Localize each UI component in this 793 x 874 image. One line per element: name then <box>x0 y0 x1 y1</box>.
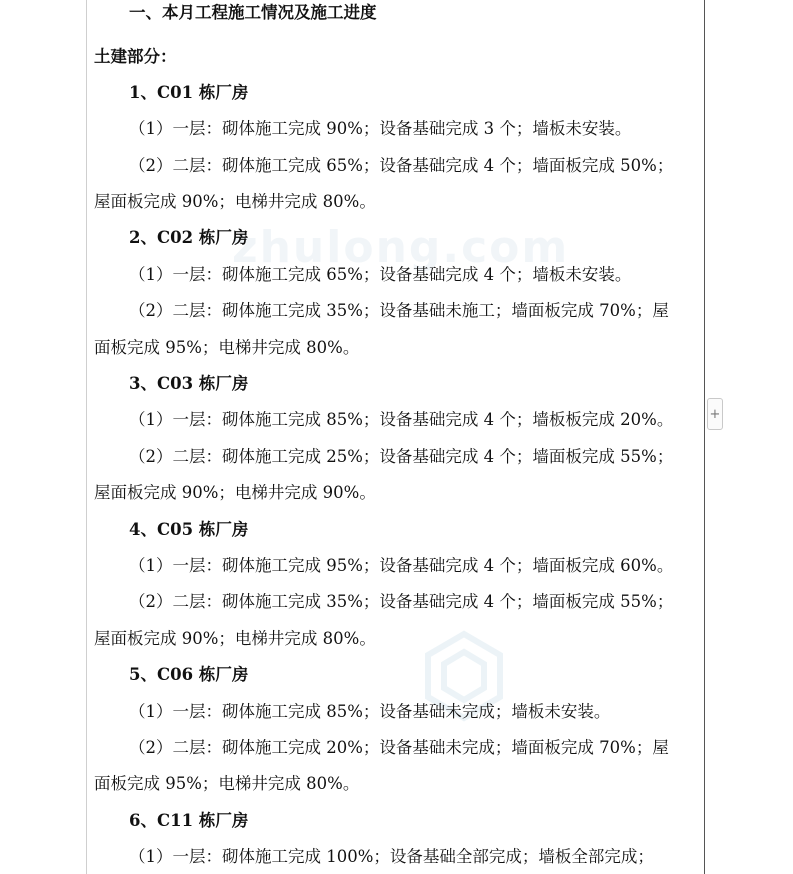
document-heading: 一、本月工程施工情况及施工进度 <box>129 3 377 22</box>
paragraph-line: （1）一层：砌体施工完成 100%；设备基础全部完成；墙板全部完成； <box>129 847 654 866</box>
expand-plus-button[interactable]: + <box>707 398 723 430</box>
paragraph-line: （2）二层：砌体施工完成 65%；设备基础完成 4 个；墙面板完成 50%； <box>129 156 674 175</box>
subheading-c06: 5、C06 栋厂房 <box>129 665 249 684</box>
paragraph-line: （2）二层：砌体施工完成 25%；设备基础完成 4 个；墙面板完成 55%； <box>129 447 674 466</box>
page-right-border <box>704 0 705 874</box>
page-left-edge <box>86 0 87 874</box>
paragraph-line: （1）一层：砌体施工完成 65%；设备基础完成 4 个；墙板未安装。 <box>129 265 632 284</box>
section-title-civil: 土建部分： <box>94 47 177 66</box>
paragraph-line: 屋面板完成 90%；电梯井完成 80%。 <box>94 192 376 211</box>
subheading-c02: 2、C02 栋厂房 <box>129 228 249 247</box>
subheading-c03: 3、C03 栋厂房 <box>129 374 249 393</box>
paragraph-line: （1）一层：砌体施工完成 90%；设备基础完成 3 个；墙板未安装。 <box>129 119 632 138</box>
paragraph-line: 面板完成 95%；电梯井完成 80%。 <box>94 774 360 793</box>
subheading-c11: 6、C11 栋厂房 <box>129 811 249 830</box>
paragraph-line: （2）二层：砌体施工完成 20%；设备基础未完成；墙面板完成 70%；屋 <box>129 738 669 757</box>
paragraph-line: （1）一层：砌体施工完成 85%；设备基础完成 4 个；墙板板完成 20%。 <box>129 410 674 429</box>
paragraph-line: 屋面板完成 90%；电梯井完成 80%。 <box>94 629 376 648</box>
paragraph-line: 面板完成 95%；电梯井完成 80%。 <box>94 338 360 357</box>
paragraph-line: （1）一层：砌体施工完成 95%；设备基础完成 4 个；墙面板完成 60%。 <box>129 556 674 575</box>
paragraph-line: （2）二层：砌体施工完成 35%；设备基础未施工；墙面板完成 70%；屋 <box>129 301 669 320</box>
paragraph-line: 屋面板完成 90%；电梯井完成 90%。 <box>94 483 376 502</box>
paragraph-line: （2）二层：砌体施工完成 35%；设备基础完成 4 个；墙面板完成 55%； <box>129 592 674 611</box>
paragraph-line: （1）一层：砌体施工完成 85%；设备基础未完成；墙板未安装。 <box>129 702 611 721</box>
subheading-c05: 4、C05 栋厂房 <box>129 520 249 539</box>
subheading-c01: 1、C01 栋厂房 <box>129 83 249 102</box>
watermark-text: zhulong.com <box>232 222 570 273</box>
